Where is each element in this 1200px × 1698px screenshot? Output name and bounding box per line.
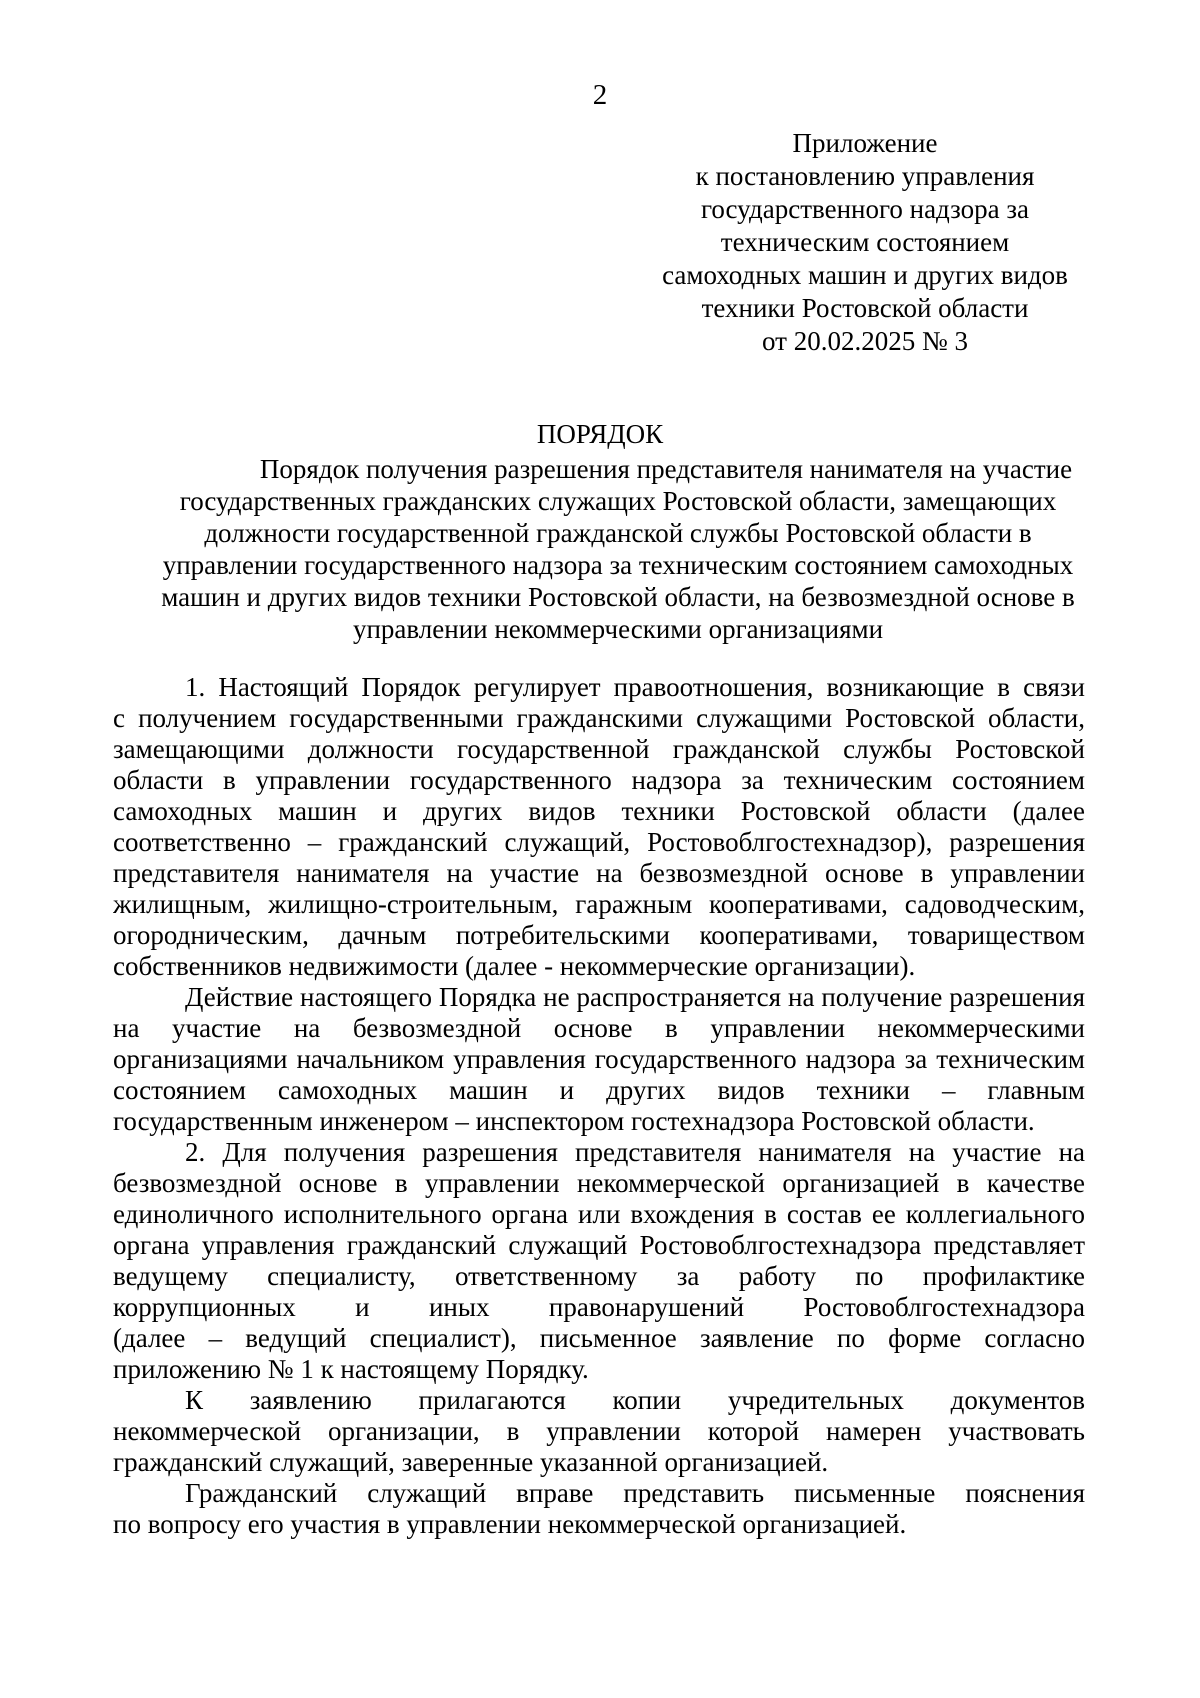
text-line: по вопросу его участия в управлении некоммерческой организацией. <box>113 1509 907 1539</box>
paragraph-5 <box>113 1478 1085 1540</box>
text-line: единоличного исполнительного органа или вхождения в состав ее коллегиального <box>113 1199 1085 1229</box>
page-number: 2 <box>592 79 608 111</box>
text-line: безвозмездной основе в управлении некоммерческой организацией в качестве <box>113 1168 1085 1198</box>
text-line: гражданский служащий, заверенные указанной организацией. <box>113 1447 829 1477</box>
paragraph-3 <box>113 1137 1085 1385</box>
appendix-line: Приложение <box>792 128 938 158</box>
text-line: жилищным, жилищно-строительным, гаражным кооперативами, садоводческим, <box>113 889 1085 919</box>
text-line: (далее – ведущий специалист), письменное заявление по форме согласно <box>113 1323 1085 1353</box>
appendix-line: к постановлению управления <box>695 161 1035 191</box>
text-line: приложению № 1 к настоящему Порядку. <box>113 1354 589 1384</box>
document-body <box>113 672 1085 1540</box>
text-line: состоянием самоходных машин и других видов техники – главным <box>113 1075 1085 1105</box>
appendix-line: самоходных машин и других видов <box>662 260 1068 290</box>
text-line: замещающими должности государственной гражданской службы Ростовской <box>113 734 1085 764</box>
text-line: организациями начальником управления государственного надзора за техническим <box>113 1044 1085 1074</box>
text-line: государственным инженером – инспектором гостехнадзора Ростовской области. <box>113 1106 1035 1136</box>
paragraph-4 <box>113 1385 1085 1478</box>
appendix-line: техническим состоянием <box>720 227 1010 257</box>
document-title: ПОРЯДОК <box>536 419 664 449</box>
text-line: К заявлению прилагаются копии учредительных документов <box>185 1385 1085 1415</box>
subtitle-line: государственных гражданских служащих Ростовской области, замещающих <box>179 486 1057 516</box>
text-line: Гражданский служащий вправе представить письменные пояснения <box>185 1478 1085 1508</box>
paragraph-1 <box>113 672 1085 982</box>
text-line: коррупционных и иных правонарушений Ростовоблгостехнадзора <box>113 1292 1085 1322</box>
text-line: с получением государственными гражданскими служащими Ростовской области, <box>113 703 1085 733</box>
text-line: 1. Настоящий Порядок регулирует правоотношения, возникающие в связи <box>185 672 1085 702</box>
appendix-line: государственного надзора за <box>700 194 1030 224</box>
text-line: органа управления гражданский служащий Ростовоблгостехнадзора представляет <box>113 1230 1085 1260</box>
text-line: области в управлении государственного надзора за техническим состоянием <box>113 765 1085 795</box>
subtitle-line: машин и других видов техники Ростовской области, на безвозмездной основе в <box>161 582 1075 612</box>
text-line: ведущему специалисту, ответственному за работу по профилактике <box>113 1261 1085 1291</box>
subtitle-line: управлении государственного надзора за техническим состоянием самоходных <box>162 550 1074 580</box>
subtitle-line: Порядок получения разрешения представителя нанимателя на участие <box>259 454 1073 484</box>
subtitle-line: должности государственной гражданской службы Ростовской области в <box>204 518 1032 548</box>
appendix-header <box>650 127 1080 358</box>
text-line: 2. Для получения разрешения представителя нанимателя на участие на <box>185 1137 1085 1167</box>
subtitle-line: управлении некоммерческими организациями <box>352 614 884 644</box>
text-line: самоходных машин и других видов техники Ростовской области (далее <box>113 796 1085 826</box>
text-line: соответственно – гражданский служащий, Ростовоблгостехнадзор), разрешения <box>113 827 1085 857</box>
text-line: Действие настоящего Порядка не распространяется на получение разрешения <box>185 982 1085 1012</box>
text-line: собственников недвижимости (далее - некоммерческие организации). <box>113 951 916 981</box>
paragraph-2 <box>113 982 1085 1137</box>
document-subtitle <box>128 453 1108 645</box>
appendix-line: от 20.02.2025 № 3 <box>762 326 968 356</box>
text-line: представителя нанимателя на участие на безвозмездной основе в управлении <box>113 858 1085 888</box>
text-line: огородническим, дачным потребительскими кооперативами, товариществом <box>113 920 1085 950</box>
text-line: некоммерческой организации, в управлении которой намерен участвовать <box>113 1416 1085 1446</box>
appendix-line: техники Ростовской области <box>701 293 1029 323</box>
text-line: на участие на безвозмездной основе в управлении некоммерческими <box>113 1013 1085 1043</box>
